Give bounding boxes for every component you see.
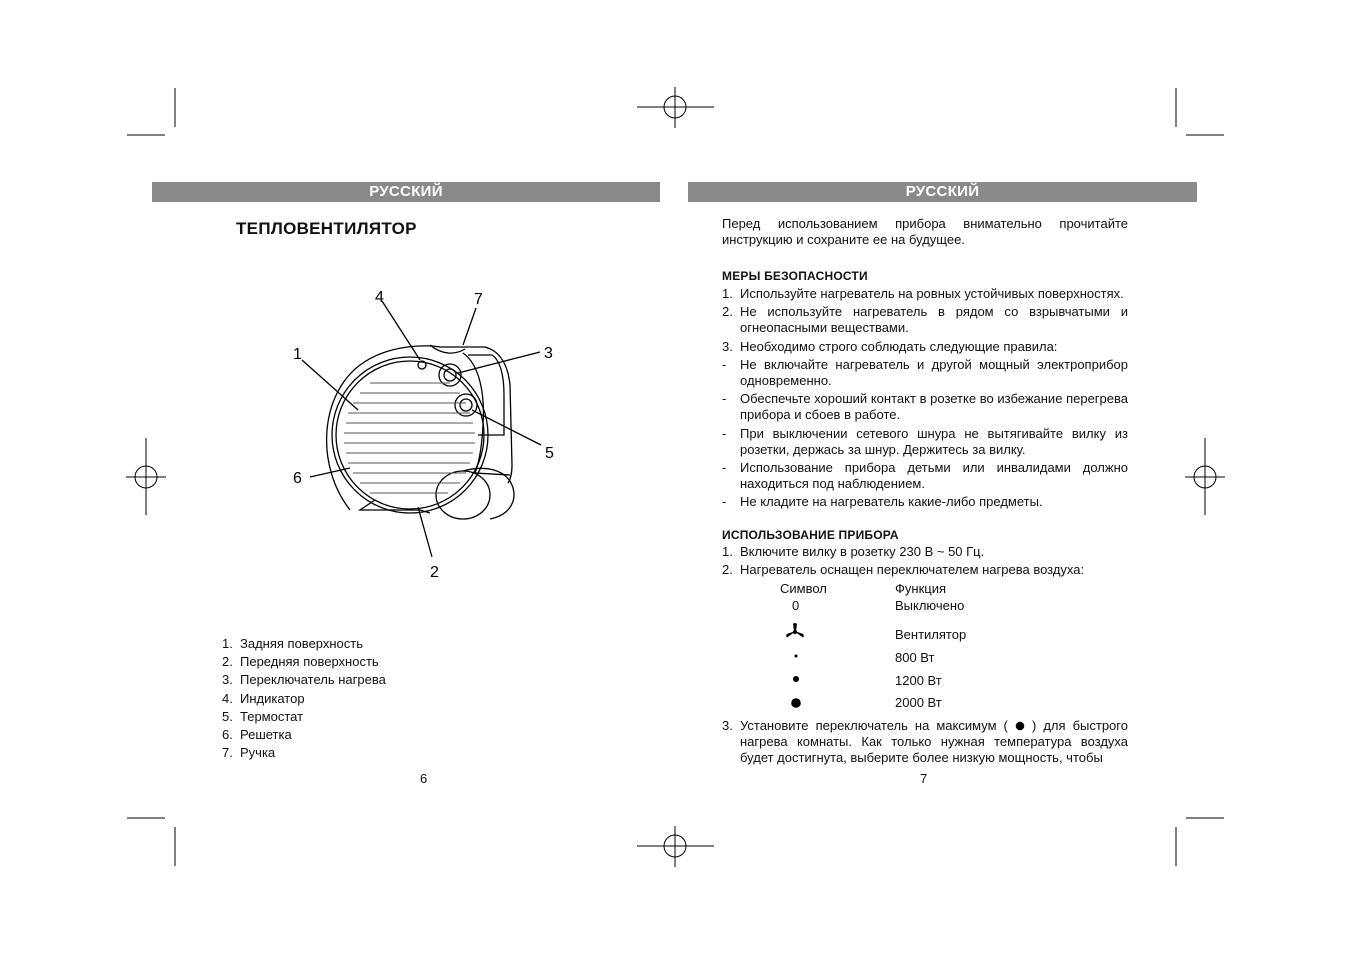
list-item: 5. Термостат (222, 708, 304, 724)
symbol-off: 0 (792, 598, 800, 613)
list-item: 3. Необходимо строго соблюдать следующие правила: (722, 338, 1058, 354)
usage-list (722, 544, 1128, 578)
usage-item-3 (722, 718, 1128, 767)
page-number-right: 7 (920, 771, 928, 786)
callout-2: 2 (430, 564, 439, 581)
list-item: - Не включайте нагреватель и другой мощный электроприбор одновременно. (722, 356, 1128, 389)
list-item: 4. Индикатор (222, 690, 305, 706)
list-item: 3. Переключатель нагрева (222, 672, 386, 688)
medium-dot-icon (790, 673, 802, 685)
callout-7: 7 (474, 291, 483, 308)
function-800w: 800 Вт (895, 650, 935, 665)
list-item: 1. Используйте нагреватель на ровных устойчивых поверхностях. (722, 286, 1124, 301)
safety-list (722, 286, 1128, 511)
list-item: - Не кладите на нагреватель какие-либо предметы. (722, 494, 1043, 510)
list-item: 1. Задняя поверхность (222, 636, 364, 651)
symbol-column-header: Символ (780, 581, 827, 596)
small-dot-icon (792, 652, 800, 660)
callout-4: 4 (375, 289, 384, 306)
large-dot-icon (1015, 721, 1025, 731)
list-item: 2. Нагреватель оснащен переключателем нагрева воздуха: (722, 562, 1085, 578)
usage-heading: ИСПОЛЬЗОВАНИЕ ПРИБОРА (722, 528, 899, 542)
page-number-left: 6 (420, 771, 428, 786)
page-title: ТЕПЛОВЕНТИЛЯТОР (236, 219, 417, 238)
parts-list (222, 635, 386, 762)
heater-diagram (280, 285, 570, 585)
safety-heading: МЕРЫ БЕЗОПАСНОСТИ (722, 269, 868, 283)
list-item: - Использование прибора детьми или инвалидами должно находиться под наблюдением. (722, 460, 1128, 492)
list-item: 2. Не используйте нагреватель в рядом со взрывчатыми и огнеопасными веществами. (722, 304, 1128, 336)
callout-5: 5 (545, 445, 554, 462)
function-fan: Вентилятор (895, 627, 967, 642)
callout-6: 6 (293, 470, 302, 487)
function-2000w: 2000 Вт (895, 695, 942, 710)
list-item: 2. Передняя поверхность (222, 654, 379, 670)
intro-paragraph: Перед использованием прибора внимательно прочитайте инструкцию и сохраните ее на будущее. (722, 216, 1128, 248)
list-item: - Обеспечьте хороший контакт в розетке во избежание перегрева прибора и сбоев в работе. (722, 391, 1128, 423)
function-column-header: Функция (895, 581, 946, 596)
list-item: - При выключении сетевого шнура не вытягивайте вилку из розетки, держась за шнур. Держитесь за вилку. (722, 425, 1128, 457)
list-item: 3. Установите переключатель на максимум ( ) для быстрого нагрева комнаты. Как только нужная температура воздуха будет достигнута, выберите более низкую мощность, чтобы (722, 718, 1128, 766)
callout-3: 3 (544, 345, 553, 362)
callout-1: 1 (293, 346, 302, 363)
list-item: 6. Решетка (222, 727, 292, 743)
list-item: 1. Включите вилку в розетку 230 В ~ 50 Гц. (722, 544, 985, 559)
function-1200w: 1200 Вт (895, 673, 942, 688)
list-item: 7. Ручка (222, 745, 276, 761)
function-off: Выключено (895, 598, 965, 613)
language-header-left: РУССКИЙ (152, 182, 660, 202)
fan-icon (785, 622, 805, 640)
large-dot-icon (789, 696, 803, 710)
language-header-right: РУССКИЙ (688, 182, 1197, 202)
